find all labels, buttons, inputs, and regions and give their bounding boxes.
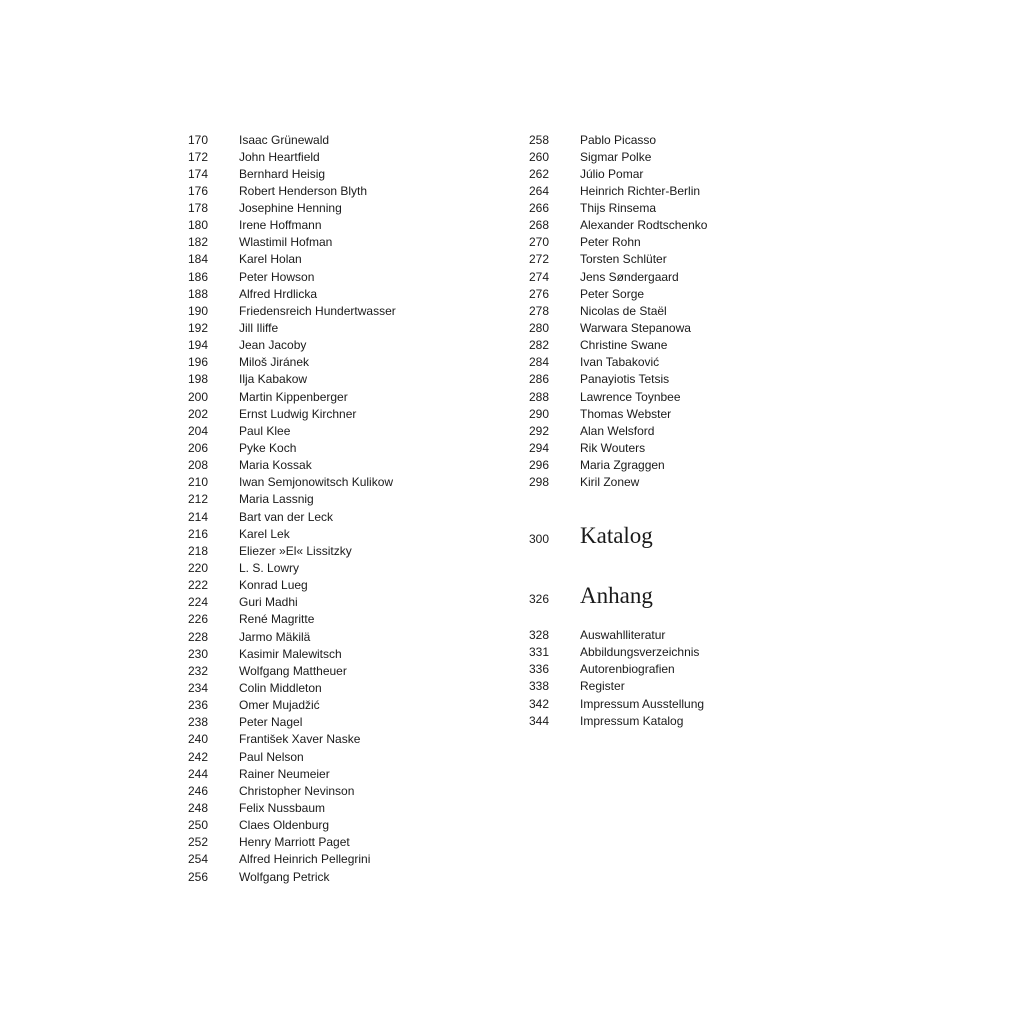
toc-entry (188, 183, 396, 200)
page-number: 286 (529, 372, 550, 387)
entry-title: Auswahlliteratur (580, 628, 666, 642)
section-katalog (529, 523, 653, 549)
toc-entry (529, 423, 707, 440)
toc-entry (188, 474, 396, 491)
page-number: 210 (188, 475, 209, 490)
entry-title: Bernhard Heisig (239, 166, 326, 181)
entry-title: Jens Søndergaard (580, 269, 679, 284)
toc-entry (188, 800, 396, 817)
entry-title: Colin Middleton (239, 681, 322, 695)
toc-entry (188, 560, 396, 577)
entry-title: Ilja Kabakow (239, 372, 308, 387)
toc-entry (188, 251, 396, 268)
entry-title: Alan Welsford (580, 423, 655, 438)
entry-title: Abbildungsverzeichnis (580, 645, 700, 660)
toc-entry (188, 149, 396, 166)
toc-entry (529, 303, 707, 320)
entry-title: Omer Mujadžić (239, 698, 320, 713)
page-number: 236 (188, 698, 209, 713)
toc-entry (529, 457, 707, 474)
page-number: 206 (188, 441, 209, 456)
anhang-entry (529, 661, 704, 678)
page-number: 274 (529, 269, 550, 284)
entry-title: Maria Zgraggen (580, 458, 665, 473)
entry-title: Miloš Jiránek (239, 355, 310, 370)
page-number: 270 (529, 235, 550, 250)
entry-title: Lawrence Toynbee (580, 389, 681, 404)
page-number: 278 (529, 303, 550, 318)
page-number: 238 (188, 715, 209, 730)
entry-title: Panayiotis Tetsis (580, 372, 670, 387)
section-title: Anhang (580, 583, 653, 608)
toc-entry (188, 200, 396, 217)
toc-entry (188, 817, 396, 834)
toc-entry (188, 526, 396, 543)
page-number: 190 (188, 303, 209, 318)
toc-entry (529, 354, 707, 371)
toc-entry (188, 389, 396, 406)
page-number: 230 (188, 646, 209, 661)
entry-title: Pablo Picasso (580, 132, 657, 147)
page-number: 240 (188, 732, 209, 747)
entry-title: Ivan Tabaković (580, 355, 660, 370)
page-number: 298 (529, 475, 550, 490)
page-number: 204 (188, 423, 209, 438)
entry-title: Peter Rohn (580, 235, 641, 250)
entry-title: Maria Lassnig (239, 492, 314, 507)
page-number: 258 (529, 132, 550, 147)
entry-title: Alfred Hrdlicka (239, 286, 318, 301)
toc-entry (188, 577, 396, 594)
entry-title: Felix Nussbaum (239, 800, 326, 815)
entry-title: Jean Jacoby (239, 338, 307, 353)
section-page-number: 326 (529, 592, 550, 606)
toc-entry (529, 337, 707, 354)
page-number: 224 (188, 595, 209, 610)
toc-entry (529, 440, 707, 457)
toc-entry (188, 869, 396, 886)
entry-title: Thomas Webster (580, 406, 672, 421)
entry-title: Thijs Rinsema (580, 201, 657, 216)
toc-entry (529, 371, 707, 388)
entry-title: Jill Iliffe (239, 321, 279, 336)
entry-title: Heinrich Richter-Berlin (580, 183, 701, 198)
toc-entry (188, 491, 396, 508)
page-number: 344 (529, 713, 550, 728)
toc-entry (529, 132, 707, 149)
page-number: 192 (188, 321, 209, 336)
toc-entry (529, 320, 707, 337)
anhang-entry (529, 696, 704, 713)
toc-entry (188, 337, 396, 354)
page-number: 248 (188, 800, 209, 815)
toc-entry (188, 406, 396, 423)
entry-title: Sigmar Polke (580, 149, 652, 164)
toc-entry (188, 440, 396, 457)
page-number: 328 (529, 628, 550, 642)
anhang-list (529, 627, 704, 730)
page-number: 242 (188, 749, 209, 764)
page-number: 174 (188, 166, 209, 181)
page-number: 276 (529, 286, 550, 301)
entry-title: Christopher Nevinson (239, 783, 355, 798)
toc-entry (529, 200, 707, 217)
entry-title: Robert Henderson Blyth (239, 183, 368, 198)
toc-entry (529, 474, 707, 491)
entry-title: Nicolas de Staël (580, 303, 667, 318)
page-number: 194 (188, 338, 209, 353)
page-number: 212 (188, 492, 209, 507)
toc-entry (188, 269, 396, 286)
toc-entry (529, 217, 707, 234)
entry-title: Bart van der Leck (239, 509, 334, 524)
entry-title: Friedensreich Hundertwasser (239, 303, 396, 318)
entry-title: Impressum Katalog (580, 713, 684, 728)
entry-title: Claes Oldenburg (239, 818, 330, 833)
toc-entry (529, 166, 707, 183)
entry-title: Wolfgang Mattheuer (239, 663, 347, 678)
toc-entry (529, 286, 707, 303)
page-number: 232 (188, 663, 209, 678)
page-number: 170 (188, 132, 209, 147)
toc-entry (188, 457, 396, 474)
toc-entry (529, 183, 707, 200)
page-number: 246 (188, 783, 209, 798)
page-number: 202 (188, 406, 209, 421)
page-number: 226 (188, 612, 209, 627)
page-number: 198 (188, 372, 209, 387)
page-number: 176 (188, 183, 209, 198)
page-number: 268 (529, 218, 550, 233)
page-number: 264 (529, 183, 550, 198)
toc-entry (188, 731, 396, 748)
page-number: 272 (529, 252, 550, 267)
entry-title: Autorenbiografien (580, 662, 675, 677)
entry-title: František Xaver Naske (239, 732, 361, 747)
page-number: 180 (188, 218, 209, 233)
entry-title: Register (580, 679, 625, 694)
entry-title: Jarmo Mäkilä (239, 629, 311, 644)
entry-title: Pyke Koch (239, 441, 297, 456)
anhang-entry (529, 713, 704, 730)
toc-entry (188, 543, 396, 560)
page-number: 184 (188, 252, 209, 267)
toc-left-column (188, 132, 396, 886)
page-number: 288 (529, 389, 550, 404)
page-number: 336 (529, 662, 550, 677)
toc-entry (188, 629, 396, 646)
anhang-entry (529, 644, 704, 661)
toc-entry (188, 851, 396, 868)
entry-title: René Magritte (239, 612, 315, 627)
entry-title: Peter Sorge (580, 286, 645, 301)
page-number: 172 (188, 149, 209, 164)
page-number: 294 (529, 441, 550, 456)
page-number: 280 (529, 321, 550, 336)
toc-entry (188, 509, 396, 526)
entry-title: Martin Kippenberger (239, 389, 348, 404)
entry-title: Rainer Neumeier (239, 766, 330, 781)
page-number: 178 (188, 201, 209, 216)
toc-entry (188, 783, 396, 800)
entry-title: Impressum Ausstellung (580, 696, 705, 711)
entry-title: Warwara Stepanowa (580, 321, 691, 336)
section-anhang (529, 583, 653, 609)
toc-entry (188, 611, 396, 628)
page-number: 188 (188, 286, 209, 301)
toc-entry (188, 749, 396, 766)
page-number: 292 (529, 423, 550, 438)
entry-title: Henry Marriott Paget (239, 835, 350, 850)
page-number: 254 (188, 852, 209, 867)
page-number: 220 (188, 561, 209, 576)
entry-title: Wlastimil Hofman (239, 235, 333, 250)
entry-title: Wolfgang Petrick (239, 869, 330, 884)
page-number: 216 (188, 526, 209, 541)
toc-entry (188, 697, 396, 714)
toc-entry (188, 217, 396, 234)
entry-title: Torsten Schlüter (580, 252, 667, 267)
toc-entry (188, 320, 396, 337)
entry-title: Christine Swane (580, 338, 668, 353)
toc-entry (188, 834, 396, 851)
toc-entry (188, 766, 396, 783)
entry-title: Kiril Zonew (580, 475, 640, 490)
entry-title: Rik Wouters (580, 441, 646, 456)
anhang-entry (529, 627, 704, 644)
page-number: 182 (188, 235, 209, 250)
entry-title: Karel Holan (239, 252, 302, 267)
toc-entry (188, 303, 396, 320)
page-number: 256 (188, 869, 209, 884)
page-number: 262 (529, 166, 550, 181)
entry-title: Irene Hoffmann (239, 218, 322, 233)
anhang-entry (529, 678, 704, 695)
entry-title: Isaac Grünewald (239, 132, 330, 147)
toc-right-column (529, 132, 707, 492)
page-number: 296 (529, 458, 550, 473)
toc-entry (188, 132, 396, 149)
toc-entry (529, 234, 707, 251)
page-number: 196 (188, 355, 209, 370)
page-number: 234 (188, 681, 209, 695)
toc-entry (188, 646, 396, 663)
toc-entry (529, 251, 707, 268)
toc-entry (188, 594, 396, 611)
toc-entry (188, 663, 396, 680)
toc-entry (529, 269, 707, 286)
page-number: 208 (188, 458, 209, 473)
entry-title: John Heartfield (239, 149, 320, 164)
entry-title: Iwan Semjonowitsch Kulikow (239, 475, 394, 490)
toc-entry (188, 234, 396, 251)
entry-title: L. S. Lowry (239, 561, 300, 576)
entry-title: Karel Lek (239, 526, 290, 541)
toc-entry (188, 354, 396, 371)
toc-entry (188, 166, 396, 183)
page-number: 284 (529, 355, 550, 370)
entry-title: Maria Kossak (239, 458, 312, 473)
page-number: 244 (188, 766, 209, 781)
page-number: 290 (529, 406, 550, 421)
page-number: 282 (529, 338, 550, 353)
entry-title: Júlio Pomar (580, 166, 644, 181)
toc-entry (188, 680, 396, 697)
entry-title: Paul Klee (239, 423, 291, 438)
toc-entry (188, 714, 396, 731)
page-number: 186 (188, 269, 209, 284)
page-number: 214 (188, 509, 209, 524)
toc-entry (188, 371, 396, 388)
entry-title: Peter Nagel (239, 715, 303, 730)
page-number: 228 (188, 629, 209, 644)
page-number: 331 (529, 645, 550, 660)
entry-title: Alfred Heinrich Pellegrini (239, 852, 371, 867)
entry-title: Alexander Rodtschenko (580, 218, 708, 233)
page-number: 252 (188, 835, 209, 850)
entry-title: Ernst Ludwig Kirchner (239, 406, 357, 421)
page-number: 260 (529, 149, 550, 164)
section-title: Katalog (580, 523, 653, 548)
page-number: 200 (188, 389, 209, 404)
page-number: 222 (188, 578, 209, 593)
toc-entry (529, 406, 707, 423)
entry-title: Konrad Lueg (239, 578, 308, 593)
toc-entry (529, 149, 707, 166)
entry-title: Josephine Henning (239, 201, 342, 216)
page-number: 250 (188, 818, 209, 833)
entry-title: Paul Nelson (239, 749, 304, 764)
section-page-number: 300 (529, 532, 550, 546)
page-number: 218 (188, 543, 209, 558)
entry-title: Eliezer »El« Lissitzky (239, 543, 352, 558)
page-number: 342 (529, 696, 550, 711)
page-number: 338 (529, 679, 550, 694)
toc-entry (188, 286, 396, 303)
entry-title: Guri Madhi (239, 595, 298, 610)
entry-title: Peter Howson (239, 269, 315, 284)
page-number: 266 (529, 201, 550, 216)
entry-title: Kasimir Malewitsch (239, 646, 342, 661)
toc-entry (188, 423, 396, 440)
toc-entry (529, 389, 707, 406)
